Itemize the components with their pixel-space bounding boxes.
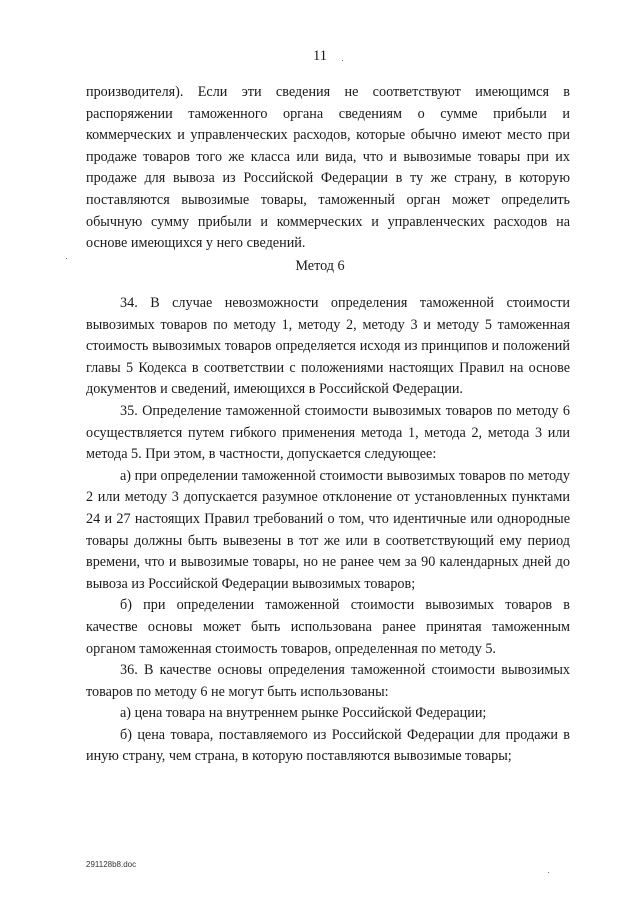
paragraph-35-a: а) при определении таможенной стоимости вывозимых товаров по методу 2 или методу 3 допускается разумное отклонение от установленных пунктами 24 и 27 настоящих Правил требований о том, что идентичные или однородные товары должны быть вывезены в тот же или в соответствующий ему период времени, что и вывозимые товары, но не ранее чем за 90 календарных дней до вывоза из Российской Федерации вывозимых товаров; <box>86 467 570 592</box>
paragraph-34: 34. В случае невозможности определения таможенной стоимости вывозимых товаров по методу 1, методу 2, методу 3 и методу 5 таможенная стоимость вывозимых товаров определяется исходя из принципов и положений главы 5 Кодекса в соответствии с положениями настоящих Правил на основе документов и сведений, имеющихся в Российской Федерации. <box>86 295 570 398</box>
paragraph-36-b: б) цена товара, поставляемого из Российской Федерации для продажи в иную страну, чем страна, в которую поставляются вывозимые товары; <box>86 726 570 765</box>
paragraph-35-b: б) при определении таможенной стоимости вывозимых товаров в качестве основы может быть использована ранее принятая таможенным органом таможенная стоимость товаров, определенная по методу 5. <box>86 597 570 657</box>
paragraph-36-a: а) цена товара на внутреннем рынке Российской Федерации; <box>120 705 487 722</box>
intro-text-block <box>86 82 570 255</box>
intro-paragraph: производителя). Если эти сведения не соответствуют имеющимся в распоряжении таможенного органа сведениям о сумме прибыли и коммерческих и управленческих расходов, которые обычно имеют место при продаже товаров того же класса или вида, что и вывозимые товары при их продаже для вывоза из Российской Федерации в ту же страну, в которую поставляются вывозимые товары, таможенный орган может определить обычную сумму прибыли и коммерческих и управленческих расходов на основе имеющихся у него сведений. <box>86 84 570 252</box>
footer-file-code: 291128b8.doc <box>86 860 137 869</box>
scan-speck <box>548 872 549 873</box>
page-number: 11 <box>313 48 327 64</box>
scan-speck <box>66 258 67 259</box>
paragraph-36: 36. В качестве основы определения таможенной стоимости вывозимых товаров по методу 6 не могут быть использованы: <box>86 662 570 700</box>
body-text-block <box>86 293 570 768</box>
paragraph-35: 35. Определение таможенной стоимости вывозимых товаров по методу 6 осуществляется путем гибкого применения метода 1, метода 2, метода 3 или метода 5. При этом, в частности, допускается следующее: <box>86 402 570 463</box>
scan-speck <box>342 60 343 61</box>
section-heading: Метод 6 <box>295 258 345 274</box>
